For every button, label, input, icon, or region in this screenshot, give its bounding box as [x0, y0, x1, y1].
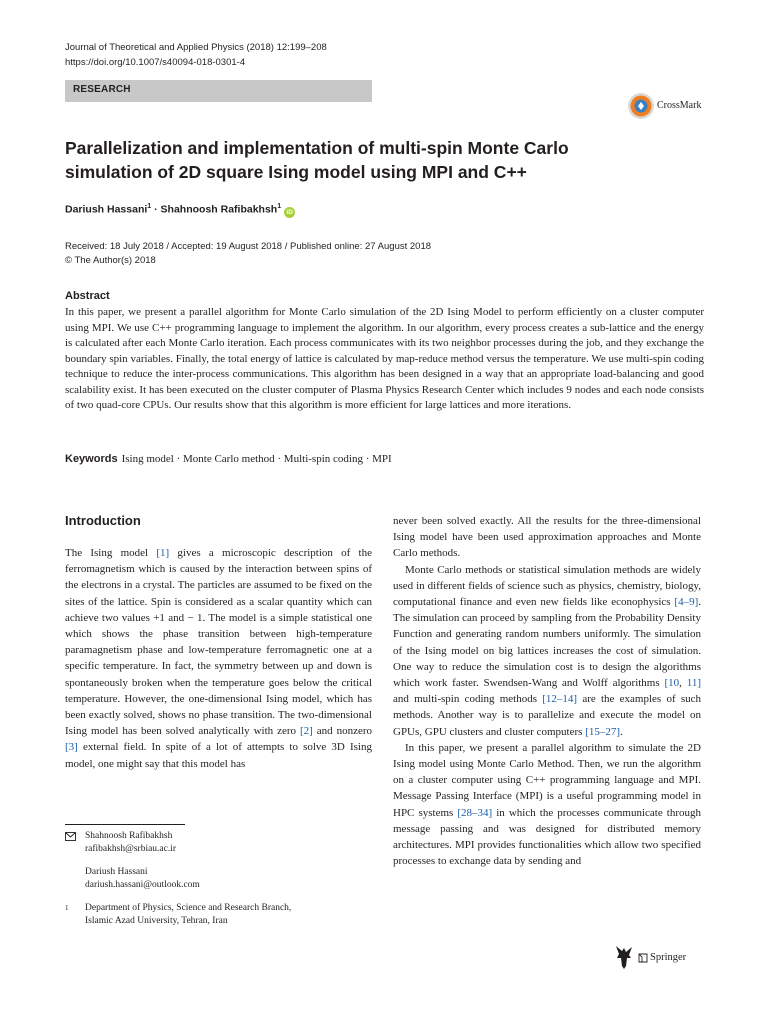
springer-book-icon [638, 953, 648, 963]
citation-link[interactable]: [3] [65, 741, 78, 754]
crossmark-badge[interactable] [627, 92, 727, 122]
citation-link[interactable]: 11] [686, 677, 702, 690]
keywords [65, 453, 392, 465]
journal-citation: Journal of Theoretical and Applied Physics (2018) 12:199–208 [65, 42, 327, 53]
section-label: RESEARCH [73, 84, 131, 95]
citation-link[interactable]: [4–9] [674, 596, 699, 609]
left-column [65, 545, 372, 772]
orcid-icon[interactable]: iD [284, 207, 295, 218]
abstract-text: In this paper, we present a parallel algorithm for Monte Carlo simulation of the 2D Ising Model to perform efficiently on a cluster computer using MPI. We use C++ programming language to implement the algorithm. In our algorithm, every process creates a sub-lattice and the energy is calculated after each Monte Carlo iteration. Each process communicates with its two neighbor processes during the job, and they exchange the boundary spin variables. Finally, the total energy of lattice is calculated by map-reduce method versus the temperature. We use multi-spin coding technique to reduce the inter-process communications. This algorithm has been designed in a way that an appropriate load-balancing and good scalability exist. It has been executed on the cluster computer of Plasma Physics Research Center which includes 9 nodes and each node consists of two quad-core CPUs. Our results show that this algorithm is more efficient for large lattices and more iterations. [65, 306, 704, 411]
springer-horse-icon [612, 944, 636, 970]
co-author-contact: Dariush Hassani dariush.hassani@outlook.com [65, 866, 372, 892]
abstract-heading: Abstract [65, 290, 110, 302]
springer-label: Springer [650, 952, 687, 963]
affiliation: 1 Department of Physics, Science and Research Branch, Islamic Azad University, Tehran, Iran [65, 903, 292, 926]
intro-paragraph-4: In this paper, we present a parallel algorithm to simulate the 2D Ising model using Monte Carlo Method. Then, we run the algorithm on a cluster computer using C++ programming language and MPI. Message Passing Interface (MPI) is a useful programming model in HPC systems [28–34] in which the processes communicate through message passing and was designed for distributed memory architectures. MPI provides functionalities which allow two specified processes to exchange data by sending and [393, 741, 701, 868]
doi-link[interactable]: https://doi.org/10.1007/s40094-018-0301-4 [65, 57, 246, 68]
crossmark-label: CrossMark [657, 100, 702, 111]
publication-dates: Received: 18 July 2018 / Accepted: 19 August 2018 / Published online: 27 August 2018 © The Author(s) 2018 [65, 241, 432, 266]
keywords-label: Keywords [65, 453, 118, 465]
footnote-divider [65, 824, 185, 825]
email-link[interactable]: rafibakhsh@srbiau.ac.ir [85, 844, 177, 854]
envelope-icon [65, 832, 76, 841]
journal-header [65, 40, 327, 70]
citation-link[interactable]: [1] [156, 547, 170, 559]
citation-link[interactable]: [12–14] [542, 693, 578, 706]
crossmark-icon [627, 92, 655, 120]
paper-title: Parallelization and implementation of multi-spin Monte Carlo simulation of 2D square Ising model using MPI and C++ [65, 138, 569, 182]
keywords-list: Ising model · Monte Carlo method · Multi-spin coding · MPI [121, 453, 392, 465]
affiliation-mark: 1 [65, 904, 69, 912]
author-list: Dariush Hassani$^1$ · Shahnoosh Rafibakhsh$^1$iD [65, 203, 295, 218]
copyright: © The Author(s) 2018 [65, 255, 156, 266]
citation-link[interactable]: [2] [299, 725, 313, 738]
citation-link[interactable]: [10 [664, 677, 680, 690]
email-link[interactable]: dariush.hassani@outlook.com [85, 880, 200, 890]
footnotes [65, 830, 372, 928]
citation-link[interactable]: [28–34] [457, 806, 493, 819]
intro-paragraph-1: The Ising model [1] gives a microscopic description of the ferromagnetism which is caused by the interaction between spins of the electrons in a crystal. The particles are assumed to be fixed on the sites of the lattice. Spin is considered as a scalar quantity which can achieve two values +1 and − 1. The model is a simple statistical one which shows the phase transition between high-temperature paramagnetism phase and low-temperature ferromagnetic one at a specific temperature. In fact, the symmetry between up and down is spontaneously broken when the temperature goes below the critical temperature. However, the one-dimensional Ising model, which has been exactly solved, shows no phase transition. The two-dimensional Ising model has been solved analytically with zero [2] and nonzero [3] external field. In spite of a lot of attempts to solve 3D Ising model, one might say that this model has [65, 547, 373, 770]
author-2[interactable]: Shahnoosh Rafibakhsh [160, 203, 278, 216]
right-column [393, 513, 701, 869]
author-1[interactable]: Dariush Hassani [65, 203, 148, 216]
intro-paragraph-3: Monte Carlo methods or statistical simulation methods are widely used in different fields of science such as physics, chemistry, biology, computational finance and even new fields like econophysics [4–9]. The simulation can proceed by sampling from the Probability Density Function and generating random numbers uniformly. The simulation of the Ising model on big lattices increases the cost of simulation. One way to reduce the simulation cost is to design the algorithms which work faster. Swendsen-Wang and Wolff algorithms [10, 11] and multi-spin coding methods [12–14] are the examples of such methods. Another way is to parallelize and execute the model on GPUs, GPU clusters and cluster computers [15–27]. [393, 563, 702, 738]
corresponding-author: Shahnoosh Rafibakhsh rafibakhsh@srbiau.ac.ir [65, 830, 372, 856]
citation-link[interactable]: [15–27] [585, 725, 620, 738]
intro-paragraph-2: never been solved exactly. All the results for the three-dimensional Ising model have been used approximation approaches and Monte Carlo methods. [393, 515, 701, 560]
introduction-heading: Introduction [65, 513, 141, 528]
springer-logo [612, 944, 712, 972]
section-banner [65, 80, 372, 102]
